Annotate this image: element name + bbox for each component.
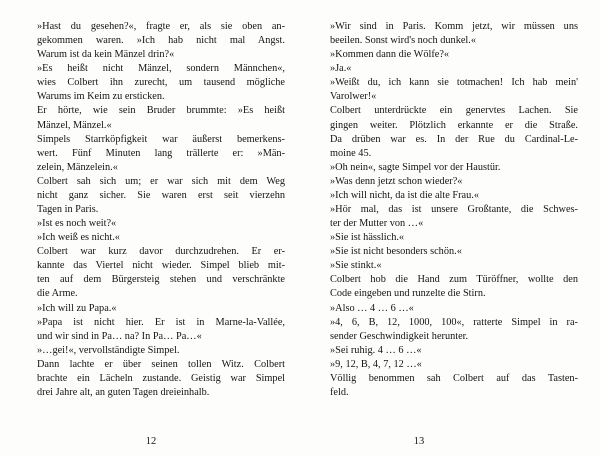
text-line: »4, 6, B, 12, 1000, 100«, ratterte Simpel in ra- xyxy=(330,316,578,328)
text-line: »Hör mal, das ist unsere Großtante, die Schwes- xyxy=(330,204,578,216)
text-line: und wir sind in Pa… na? In Pa… Pa…« xyxy=(37,330,202,342)
text-line: drei Jahre alt, an guten Tagen dreieinhalb. xyxy=(37,387,210,399)
text-line: »Wir sind in Paris. Komm jetzt, wir müssen uns xyxy=(330,21,578,32)
text-line: »Hast du gesehen?«, fragte er, als sie oben an- xyxy=(37,21,285,32)
text-line: gingen weiter. Plötzlich erkannte er die Straße. xyxy=(330,119,578,131)
text-line: Tagen in Paris. xyxy=(37,204,99,216)
text-line: Er hörte, wie sein Bruder brummte: »Es heißt xyxy=(37,105,285,117)
text-line: »Ich weiß es nicht.« xyxy=(37,232,120,244)
text-line: ter der Mutter von …« xyxy=(330,218,424,230)
text-line: ten auf dem Bürgersteig stehen und verschränkte xyxy=(37,274,285,286)
text-line: brachte ein Lächeln zustande. Geistig war Simpel xyxy=(37,372,285,384)
text-line: »Kommen dann die Wölfe?« xyxy=(330,49,450,61)
text-line: »…gei!«, vervollständigte Simpel. xyxy=(37,344,180,356)
text-line: Warums im Keim zu ersticken. xyxy=(37,91,165,103)
right-page-text xyxy=(330,20,578,400)
text-line: »Ich will nicht, da ist die alte Frau.« xyxy=(330,189,479,201)
left-page-text xyxy=(37,20,285,400)
text-line: »Was denn jetzt schon wieder?« xyxy=(330,175,463,187)
left-page xyxy=(37,20,285,400)
text-line: kannte das Viertel nicht wieder. Simpel blieb mit- xyxy=(37,260,285,272)
text-line: »Ist es noch weit?« xyxy=(37,218,117,230)
text-line: feld. xyxy=(330,387,349,399)
text-line: »Sie ist hässlich.« xyxy=(330,232,405,244)
text-line: wert. Fünf Minuten lang trällerte er: »Män- xyxy=(37,147,285,159)
text-line: »Weißt du, ich kann sie totmachen! Ich hab mein' xyxy=(330,77,578,89)
text-line: die Arme. xyxy=(37,288,78,300)
text-line: »Es heißt nicht Mänzel, sondern Männchen«, xyxy=(37,63,285,75)
text-line: Varolwer!« xyxy=(330,91,377,103)
text-line: sender Geschwindigkeit herunter. xyxy=(330,330,469,342)
text-line: Dann lachte er über seinen tollen Witz. Colbert xyxy=(37,358,285,370)
text-line: »Also … 4 … 6 …« xyxy=(330,302,414,314)
text-line: nicht ganz sicher. Sie waren erst seit vierzehn xyxy=(37,189,285,201)
text-line: »Sei ruhig. 4 … 6 …« xyxy=(330,344,422,356)
text-line: »Ich will zu Papa.« xyxy=(37,302,117,314)
text-line: zelein, Mänzelein.« xyxy=(37,161,118,173)
right-page-number: 13 xyxy=(413,436,425,447)
text-line: beeilen. Sonst wird's noch dunkel.« xyxy=(330,35,476,47)
text-line: wies Colbert ihn zurecht, um tausend mögliche xyxy=(37,77,285,89)
text-line: »Papa ist nicht hier. Er ist in Marne-la-Vallée, xyxy=(37,316,285,328)
text-line: Colbert unterdrückte ein genervtes Lachen. Sie xyxy=(330,105,578,117)
text-line: Da drüben war es. In der Rue du Cardinal-Le- xyxy=(330,133,578,145)
text-line: »Oh nein«, sagte Simpel vor der Haustür. xyxy=(330,161,501,173)
text-line: Simpels Starrköpfigkeit war äußerst bemerkens- xyxy=(37,133,285,145)
text-line: Colbert hob die Hand zum Türöffner, wollte den xyxy=(330,274,578,286)
text-line: »Sie stinkt.« xyxy=(330,260,382,272)
text-line: Colbert sah sich um; er war sich mit dem Weg xyxy=(37,175,285,187)
text-line: Völlig benommen sah Colbert auf das Tasten- xyxy=(330,372,578,384)
left-page-number: 12 xyxy=(145,436,157,447)
text-line: Mänzel, Mänzel.« xyxy=(37,119,112,131)
text-line: gekommen waren. »Ich hab nicht mal Angst. xyxy=(37,35,285,47)
text-line: Code eingeben und runzelte die Stirn. xyxy=(330,288,486,300)
text-line: »Sie ist nicht besonders schön.« xyxy=(330,246,462,258)
text-line: moine 45. xyxy=(330,147,372,159)
text-line: »9, 12, B, 4, 7, 12 …« xyxy=(330,358,422,370)
text-line: Colbert war kurz davor durchzudrehen. Er er- xyxy=(37,246,285,258)
text-line: »Ja.« xyxy=(330,63,352,75)
right-page xyxy=(330,20,578,400)
text-line: Warum ist da kein Mänzel drin?« xyxy=(37,49,175,61)
